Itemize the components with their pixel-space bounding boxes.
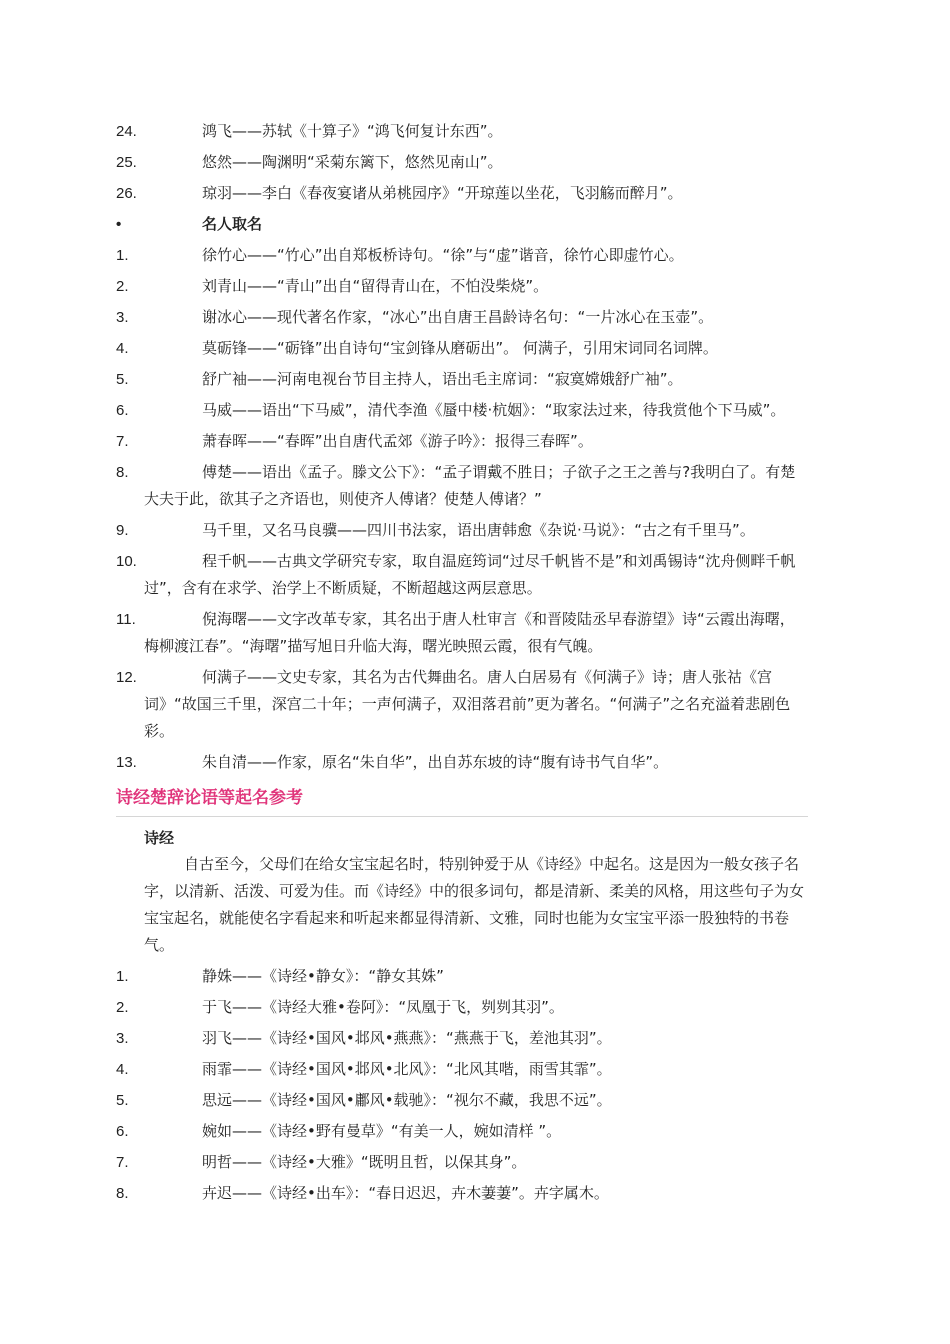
item-text: 莫砺锋——“砺锋”出自诗句“宝剑锋从磨砺出”。 何满子，引用宋词同名词牌。 — [202, 339, 718, 357]
list-item — [116, 1118, 808, 1145]
item-number: 1. — [116, 247, 129, 264]
item-text: 朱自清——作家，原名“朱自华”，出自苏东坡的诗“腹有诗书气自华”。 — [202, 753, 669, 771]
item-number: 10. — [116, 553, 137, 570]
bullet-icon: • — [116, 216, 122, 233]
item-number: 7. — [116, 1154, 129, 1171]
bullet-heading — [116, 211, 808, 238]
item-text: 刘青山——“青山”出自“留得青山在，不怕没柴烧”。 — [202, 277, 549, 295]
list-item — [116, 304, 808, 331]
shijing-list — [116, 963, 808, 1207]
list-item — [116, 1180, 808, 1207]
item-number: 12. — [116, 669, 137, 686]
intro-paragraph: 自古至今，父母们在给女宝宝起名时，特别钟爱于从《诗经》中起名。这是因为一般女孩子名字，以清新、活泼、可爱为佳。而《诗经》中的很多词句，都是清新、柔美的风格，用这些句子为女宝宝起名，就能使名字看起来和听起来都显得清新、文雅，同时也能为女宝宝平添一股独特的书卷气。 — [144, 855, 805, 954]
item-text: 何满子——文史专家，其名为古代舞曲名。唐人白居易有《何满子》诗；唐人张祜《宫词》“故国三千里，深宫二十年；一声何满子，双泪落君前”更为著名。“何满子”之名充溢着悲剧色彩。 — [144, 668, 791, 740]
item-number: 24. — [116, 123, 137, 140]
list-item — [116, 428, 808, 455]
item-number: 4. — [116, 340, 129, 357]
item-text: 静姝——《诗经•静女》：“静女其姝” — [202, 967, 444, 985]
list-item — [116, 664, 808, 745]
item-number: 6. — [116, 402, 129, 419]
list-item — [116, 149, 808, 176]
item-number: 5. — [116, 1092, 129, 1109]
list-item — [116, 606, 808, 660]
item-text: 谢冰心——现代著名作家，“冰心”出自唐王昌龄诗名句：“一片冰心在玉壶”。 — [202, 308, 714, 326]
list-item — [116, 242, 808, 269]
list-item — [116, 180, 808, 207]
item-text: 卉迟——《诗经•出车》：“春日迟迟，卉木萋萋”。卉字属木。 — [202, 1184, 609, 1202]
item-text: 婉如——《诗经•野有曼草》“有美一人，婉如清样 ”。 — [202, 1122, 562, 1140]
list-item — [116, 335, 808, 362]
item-text: 于飞——《诗经大雅•卷阿》：“凤凰于飞，刿刿其羽”。 — [202, 998, 564, 1016]
item-text: 雨霏——《诗经•国风•邶风•北风》：“北风其喈，雨雪其霏”。 — [202, 1060, 612, 1078]
item-number: 1. — [116, 968, 129, 985]
list-item — [116, 366, 808, 393]
item-number: 2. — [116, 999, 129, 1016]
item-text: 思远——《诗经•国风•鄘风•载驰》：“视尔不藏，我思不远”。 — [202, 1091, 612, 1109]
item-text: 徐竹心——“竹心”出自郑板桥诗句。“徐”与“虚”谐音，徐竹心即虚竹心。 — [202, 246, 684, 264]
item-text: 羽飞——《诗经•国风•邶风•燕燕》：“燕燕于飞，差池其羽”。 — [202, 1029, 612, 1047]
document-content — [116, 118, 808, 1211]
item-text: 傅楚——语出《孟子。滕文公下》：“孟子谓戴不胜日；子欲子之王之善与?我明白了。有楚大夫于此，欲其子之齐语也，则使齐人傅诸？使楚人傅诸？” — [144, 463, 796, 508]
list-item — [116, 1056, 808, 1083]
list-item — [116, 994, 808, 1021]
list-item — [116, 548, 808, 602]
item-number: 3. — [116, 1030, 129, 1047]
list-item — [116, 517, 808, 544]
list-item — [116, 1087, 808, 1114]
item-text: 悠然——陶渊明“采菊东篱下，悠然见南山”。 — [202, 153, 503, 171]
list-item — [116, 397, 808, 424]
list-item — [116, 1149, 808, 1176]
list-item — [116, 118, 808, 145]
item-text: 明哲——《诗经•大雅》“既明且哲，以保其身”。 — [202, 1153, 527, 1171]
section-title: 诗经楚辞论语等起名参考 — [116, 784, 808, 817]
list-item — [116, 1025, 808, 1052]
item-text: 萧春晖——“春晖”出自唐代孟郊《游子吟》：报得三春晖”。 — [202, 432, 593, 450]
item-number: 7. — [116, 433, 129, 450]
item-number: 5. — [116, 371, 129, 388]
item-number: 25. — [116, 154, 137, 171]
item-text: 马千里，又名马良骥——四川书法家，语出唐韩愈《杂说·马说》：“古之有千里马”。 — [202, 521, 755, 539]
item-text: 琼羽——李白《春夜宴诸从弟桃园序》“开琼莲以坐花，飞羽觞而醉月”。 — [202, 184, 683, 202]
item-number: 9. — [116, 522, 129, 539]
item-text: 马威——语出“下马威”，清代李渔《蜃中楼·杭姻》：“取家法过来，待我赏他个下马威”。 — [202, 401, 786, 419]
bullet-heading-text: 名人取名 — [202, 215, 263, 233]
item-text: 鸿飞——苏轼《十算子》“鸿飞何复计东西”。 — [202, 122, 503, 140]
item-number: 8. — [116, 1185, 129, 1202]
item-number: 4. — [116, 1061, 129, 1078]
item-number: 8. — [116, 464, 129, 481]
item-number: 3. — [116, 309, 129, 326]
item-text: 倪海曙——文字改革专家，其名出于唐人杜审言《和晋陵陆丞早春游望》诗“云霞出海曙，梅柳渡江春”。“海曙”描写旭日升临大海，曙光映照云霞，很有气魄。 — [144, 610, 795, 655]
item-number: 2. — [116, 278, 129, 295]
subheading: 诗经 — [144, 829, 175, 847]
list-item — [116, 749, 808, 776]
item-number: 13. — [116, 754, 137, 771]
item-number: 26. — [116, 185, 137, 202]
list-item — [116, 963, 808, 990]
list-item — [116, 459, 808, 513]
list-item — [116, 273, 808, 300]
item-number: 11. — [116, 611, 136, 628]
item-number: 6. — [116, 1123, 129, 1140]
item-text: 舒广袖——河南电视台节目主持人，语出毛主席词：“寂寞嫦娥舒广袖”。 — [202, 370, 683, 388]
item-text: 程千帆——古典文学研究专家，取自温庭筠词“过尽千帆皆不是”和刘禹锡诗“沈舟侧畔千帆过”，含有在求学、治学上不断质疑，不断超越这两层意思。 — [144, 552, 796, 597]
